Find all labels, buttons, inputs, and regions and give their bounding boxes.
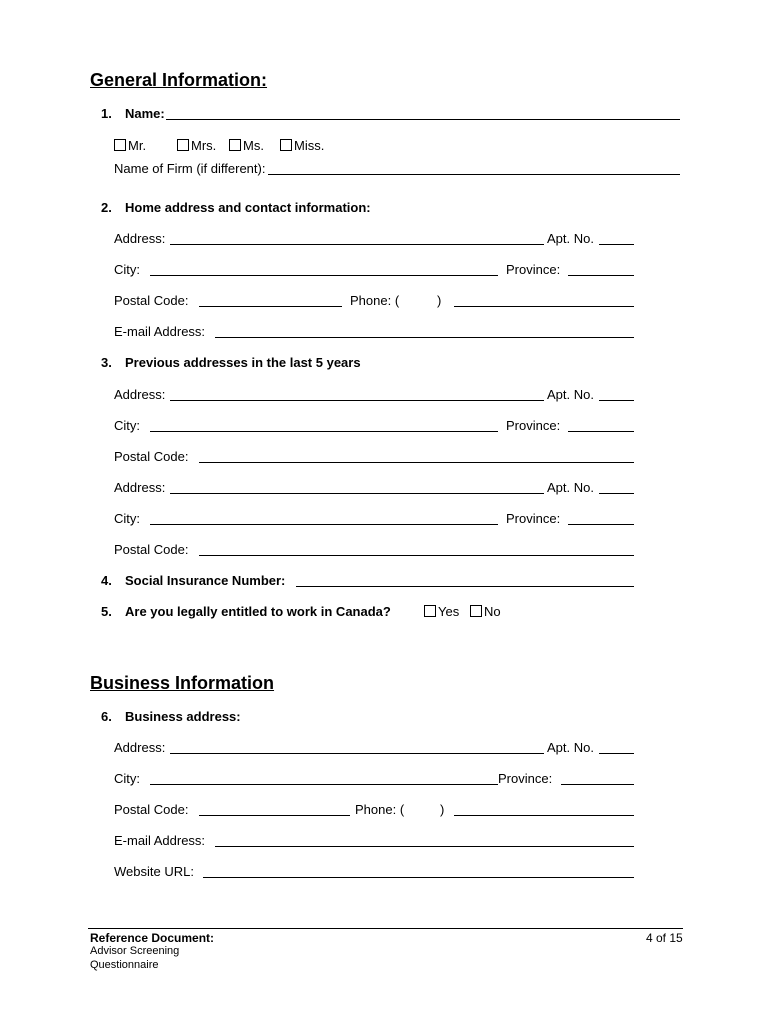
phone-field[interactable] [454, 306, 634, 307]
firm-field[interactable] [268, 174, 680, 175]
biz-address-field[interactable] [170, 753, 544, 754]
checkbox-icon[interactable] [470, 605, 482, 617]
phone-paren: ) [437, 293, 442, 308]
q6-number: 6. [101, 709, 112, 724]
postal-field[interactable] [199, 306, 342, 307]
biz-postal-label: Postal Code: [114, 802, 189, 817]
prev2-province-field[interactable] [568, 524, 634, 525]
biz-email-field[interactable] [215, 846, 634, 847]
biz-apt-field[interactable] [599, 753, 634, 754]
address-label: Address: [114, 231, 166, 246]
prev2-postal-label: Postal Code: [114, 542, 189, 557]
prev-postal-field[interactable] [199, 462, 634, 463]
prev2-province-label: Province: [506, 511, 561, 526]
option-no[interactable]: No [470, 604, 501, 619]
q3-label: Previous addresses in the last 5 years [125, 355, 361, 370]
prev2-address-field[interactable] [170, 493, 544, 494]
sin-field[interactable] [296, 586, 634, 587]
province-label: Province: [506, 262, 561, 277]
biz-province-field[interactable] [561, 784, 634, 785]
city-field[interactable] [150, 275, 498, 276]
prev2-city-field[interactable] [150, 524, 498, 525]
checkbox-icon[interactable] [424, 605, 436, 617]
prev-apt-label: Apt. No. [547, 387, 594, 402]
title-mr[interactable]: Mr. [114, 138, 146, 153]
footer-ref-title: Reference Document: [90, 931, 215, 945]
prev-province-field[interactable] [568, 431, 634, 432]
prev2-address-label: Address: [114, 480, 166, 495]
q1-label: Name: [125, 106, 165, 121]
q2-number: 2. [101, 200, 112, 215]
q4-number: 4. [101, 573, 112, 588]
apt-label: Apt. No. [547, 231, 594, 246]
phone-label: Phone: ( [350, 293, 400, 308]
biz-phone-label: Phone: ( [355, 802, 405, 817]
q3-number: 3. [101, 355, 112, 370]
biz-apt-label: Apt. No. [547, 740, 594, 755]
q2-label: Home address and contact information: [125, 200, 371, 215]
biz-phone-field[interactable] [454, 815, 634, 816]
prev-city-field[interactable] [150, 431, 498, 432]
province-field[interactable] [568, 275, 634, 276]
biz-postal-field[interactable] [199, 815, 350, 816]
city-label: City: [114, 262, 140, 277]
option-yes[interactable]: Yes [424, 604, 459, 619]
q6-label: Business address: [125, 709, 241, 724]
prev-address-field[interactable] [170, 400, 544, 401]
email-field[interactable] [215, 337, 634, 338]
postal-label: Postal Code: [114, 293, 189, 308]
checkbox-icon[interactable] [229, 139, 241, 151]
name-field[interactable] [166, 119, 680, 120]
footer-divider [88, 928, 683, 929]
prev2-apt-label: Apt. No. [547, 480, 594, 495]
biz-city-field[interactable] [150, 784, 498, 785]
checkbox-icon[interactable] [280, 139, 292, 151]
biz-email-label: E-mail Address: [114, 833, 206, 848]
address-field[interactable] [170, 244, 544, 245]
prev-address-label: Address: [114, 387, 166, 402]
firm-label: Name of Firm (if different): [114, 161, 266, 176]
q1-number: 1. [101, 106, 112, 121]
biz-province-label: Province: [498, 771, 553, 786]
prev-apt-field[interactable] [599, 400, 634, 401]
footer-ref-line1: Advisor Screening [90, 945, 180, 957]
prev-postal-label: Postal Code: [114, 449, 189, 464]
website-label: Website URL: [114, 864, 194, 879]
website-field[interactable] [203, 877, 634, 878]
prev2-apt-field[interactable] [599, 493, 634, 494]
q4-label: Social Insurance Number: [125, 573, 286, 588]
checkbox-icon[interactable] [177, 139, 189, 151]
biz-address-label: Address: [114, 740, 166, 755]
page-number: 4 of 15 [646, 931, 683, 945]
apt-field[interactable] [599, 244, 634, 245]
title-mrs[interactable]: Mrs. [177, 138, 216, 153]
title-ms[interactable]: Ms. [229, 138, 264, 153]
prev2-postal-field[interactable] [199, 555, 634, 556]
general-info-heading: General Information: [90, 70, 268, 90]
biz-phone-paren: ) [440, 802, 445, 817]
checkbox-icon[interactable] [114, 139, 126, 151]
business-info-heading: Business Information [90, 673, 275, 693]
q5-number: 5. [101, 604, 112, 619]
footer-ref-line2: Questionnaire [90, 959, 159, 971]
prev-city-label: City: [114, 418, 140, 433]
prev-province-label: Province: [506, 418, 561, 433]
q5-label: Are you legally entitled to work in Canada? [125, 604, 391, 619]
title-miss[interactable]: Miss. [280, 138, 324, 153]
prev2-city-label: City: [114, 511, 140, 526]
biz-city-label: City: [114, 771, 140, 786]
email-label: E-mail Address: [114, 324, 206, 339]
